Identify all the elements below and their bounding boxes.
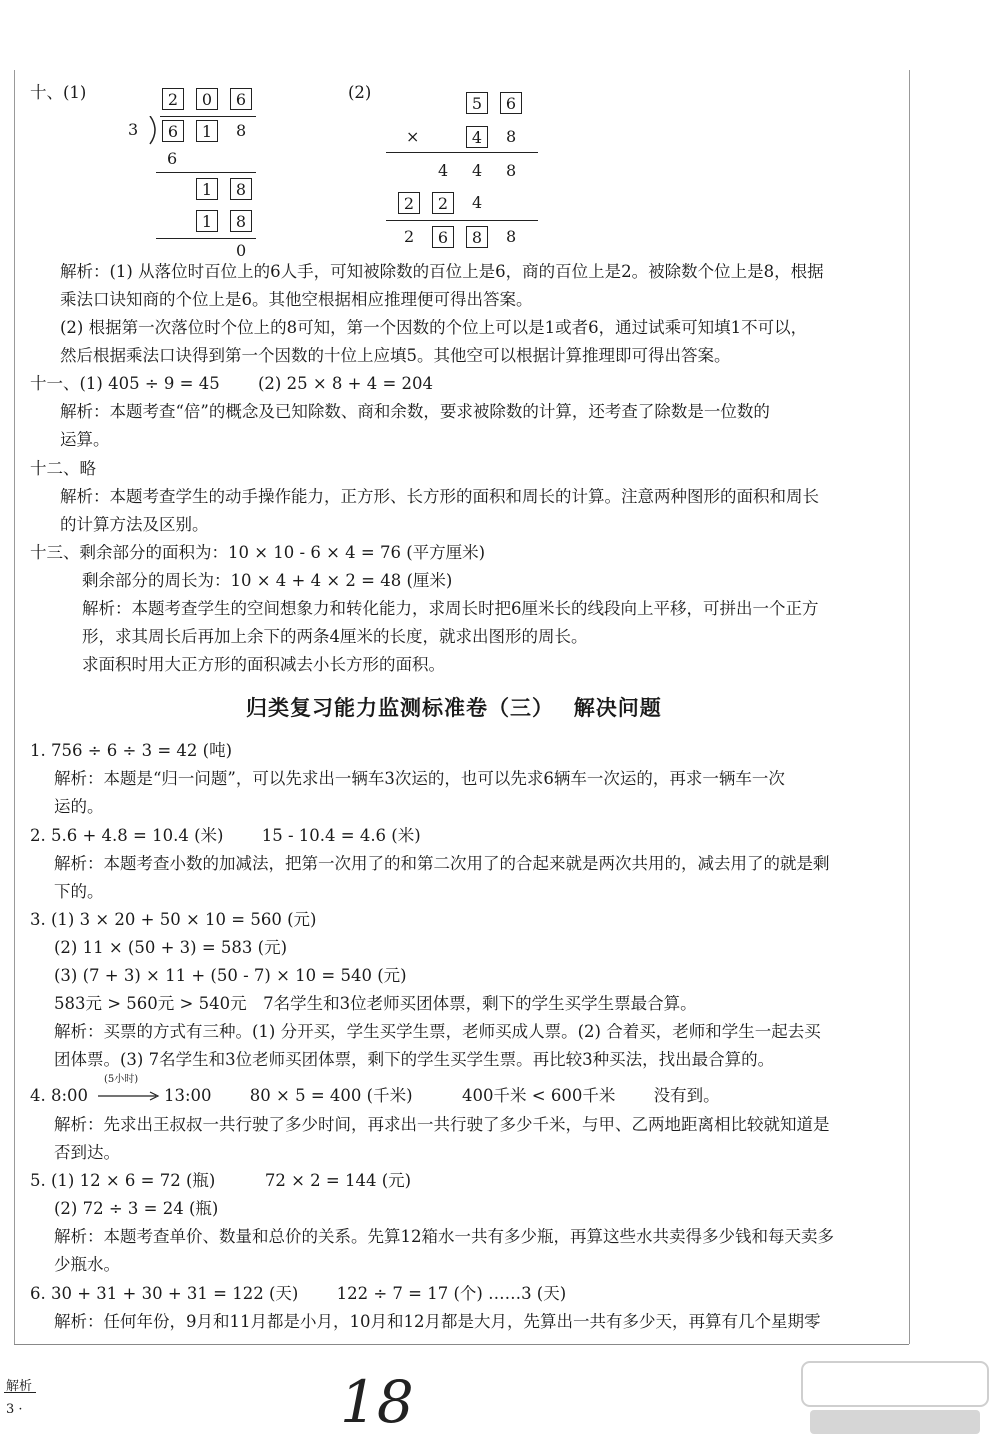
analysis-line: 解析：本题考查小数的加减法，把第一次用了的和第二次用了的合起来就是两次共用的，减去用了的就是剩 [54, 854, 830, 873]
answer-line-start: 4. 8:00 [30, 1086, 89, 1105]
answer-line: 3. (1) 3 × 20 + 50 × 10 = 560 (元) [30, 910, 317, 929]
analysis-line: 团体票。(3) 7名学生和3位老师买团体票，剩下的学生买学生票。再比较3种买法，找出最合算的。 [54, 1050, 775, 1069]
analysis-line: 解析：先求出王叔叔一共行驶了多少时间，再求出一共行驶了多少千米，与甲、乙两地距离相比较就知道是 [54, 1115, 830, 1134]
answer-line: 十三、剩余部分的面积为：10 × 10 - 6 × 4 = 76 (平方厘米) [30, 543, 486, 562]
quotient-digit: 2 [162, 88, 184, 110]
partial-product-digit: 4 [472, 161, 483, 180]
product-digit: 2 [404, 227, 415, 246]
analysis-line: 解析：本题考查学生的动手操作能力，正方形、长方形的面积和周长的计算。注意两种图形的面积和周长 [60, 487, 819, 506]
watermark-logo [800, 1358, 990, 1445]
answer-line: 1. 756 ÷ 6 ÷ 3 = 42 (吨) [30, 741, 233, 760]
analysis-line: 解析：买票的方式有三种。(1) 分开买，学生买学生票，老师买成人票。(2) 合着买，老师和学生一起去买 [54, 1022, 821, 1041]
analysis-line: 运算。 [60, 430, 110, 449]
dividend-digit: 6 [162, 120, 184, 142]
product-digit: 8 [506, 227, 517, 246]
multiplication-line [386, 152, 538, 153]
answer-line: (3) (7 + 3) × 11 + (50 - 7) × 10 = 540 (元) [54, 966, 407, 985]
analysis-line: 解析：本题考查“倍”的概念及已知除数、商和余数，要求被除数的计算，还考查了除数是一位数的 [60, 402, 770, 421]
analysis-line: 解析：任何年份，9月和11月都是小月，10月和12月都是大月，先算出一共有多少天，再算有几个星期零 [54, 1312, 821, 1331]
multiplication-line [386, 220, 538, 221]
multiplication-label: (2) [348, 83, 372, 102]
partial-product-digit: 8 [506, 161, 517, 180]
partial-product-digit: 4 [438, 161, 449, 180]
page-bottom-rule [14, 1344, 909, 1345]
footer-label: 解析 [6, 1379, 33, 1394]
dividend-digit: 1 [196, 120, 218, 142]
answer-line: 6. 30 + 31 + 30 + 31 = 122 (天) 122 ÷ 7 = 17 (个) ……3 (天) [30, 1284, 567, 1303]
analysis-line: 否到达。 [54, 1143, 120, 1162]
analysis-line: 乘法口诀知商的个位上是6。其他空根据相应推理便可得出答案。 [60, 290, 533, 309]
product-digit: 6 [432, 226, 454, 248]
analysis-line: 求面积时用大正方形的面积减去小长方形的面积。 [82, 655, 445, 674]
division-step-digit: 8 [230, 178, 252, 200]
product-digit: 8 [466, 226, 488, 248]
partial-product-digit: 2 [432, 192, 454, 214]
arrow-icon [98, 1090, 162, 1102]
multiplicand-digit: 5 [466, 92, 488, 114]
answer-line: 十一、(1) 405 ÷ 9 = 45 (2) 25 × 8 + 4 = 204 [30, 374, 434, 393]
analysis-line: (2) 根据第一次落位时个位上的8可知，第一个因数的个位上可以是1或者6，通过试乘可知填1不可以， [60, 318, 808, 337]
partial-product-digit: 2 [398, 192, 420, 214]
arrow-annotation: (5小时) [104, 1074, 139, 1085]
multiplier-digit: 4 [466, 126, 488, 148]
multiplicand-digit: 6 [500, 92, 522, 114]
analysis-line: 运的。 [54, 797, 104, 816]
division-step-digit: 1 [196, 210, 218, 232]
answer-line: 583元 > 560元 > 540元 7名学生和3位老师买团体票，剩下的学生买学生票最合算。 [54, 994, 697, 1013]
division-line [156, 238, 256, 239]
multiplier-digit: 8 [506, 127, 517, 146]
division-step: 6 [167, 149, 178, 168]
partial-product-digit: 4 [472, 193, 483, 212]
answer-line: 2. 5.6 + 4.8 = 10.4 (米) 15 - 10.4 = 4.6 (米) [30, 826, 421, 845]
answer-line: (2) 11 × (50 + 3) = 583 (元) [54, 938, 288, 957]
division-remainder: 0 [236, 241, 247, 260]
handwritten-number: 18 [340, 1368, 414, 1436]
analysis-line: 下的。 [54, 882, 104, 901]
watermark-graphic [800, 1358, 990, 1438]
division-step-digit: 1 [196, 178, 218, 200]
section-title: 归类复习能力监测标准卷（三） 解决问题 [246, 696, 662, 720]
division-line [156, 172, 256, 173]
analysis-line: 解析：(1) 从落位时百位上的6人手，可知被除数的百位上是6，商的百位上是2。被除数个位上是8，根据 [60, 262, 824, 281]
answer-line: 剩余部分的周长为：10 × 4 + 4 × 2 = 48 (厘米) [82, 571, 453, 590]
answer-line: (2) 72 ÷ 3 = 24 (瓶) [54, 1199, 219, 1218]
dividend-digit: 8 [236, 121, 247, 140]
answer-line: 十二、略 [30, 459, 96, 478]
times-sign: × [406, 127, 420, 146]
division-bar [160, 116, 256, 117]
quotient-digit: 0 [196, 88, 218, 110]
analysis-line: 少瓶水。 [54, 1255, 120, 1274]
answer-line: 13:00 80 × 5 = 400 (千米) 400千米 < 600千米 没有到。 [164, 1086, 720, 1105]
analysis-line: 的计算方法及区别。 [60, 515, 209, 534]
analysis-line: 解析：本题考查单价、数量和总价的关系。先算12箱水一共有多少瓶，再算这些水共卖得多少钱和每天卖多 [54, 1227, 834, 1246]
footer-rule [4, 1392, 36, 1393]
quotient-digit: 6 [230, 88, 252, 110]
analysis-line: 解析：本题考查学生的空间想象力和转化能力，求周长时把6厘米长的线段向上平移，可拼出一个正方 [82, 599, 819, 618]
analysis-line: 然后根据乘法口诀得到第一个因数的十位上应填5。其他空可以根据计算推理即可得出答案。 [60, 346, 731, 365]
answer-line: 5. (1) 12 × 6 = 72 (瓶) 72 × 2 = 144 (元) [30, 1171, 412, 1190]
page-number: 3 · [6, 1402, 23, 1417]
division-label: 十、(1) [30, 83, 87, 102]
division-step-digit: 8 [230, 210, 252, 232]
division-bracket [148, 116, 162, 146]
analysis-line: 形，求其周长后再加上余下的两条4厘米的长度，就求出图形的周长。 [82, 627, 588, 646]
divisor: 3 [128, 120, 139, 139]
analysis-line: 解析：本题是“归一问题”，可以先求出一辆车3次运的，也可以先求6辆车一次运的，再求一辆车一次 [54, 769, 785, 788]
